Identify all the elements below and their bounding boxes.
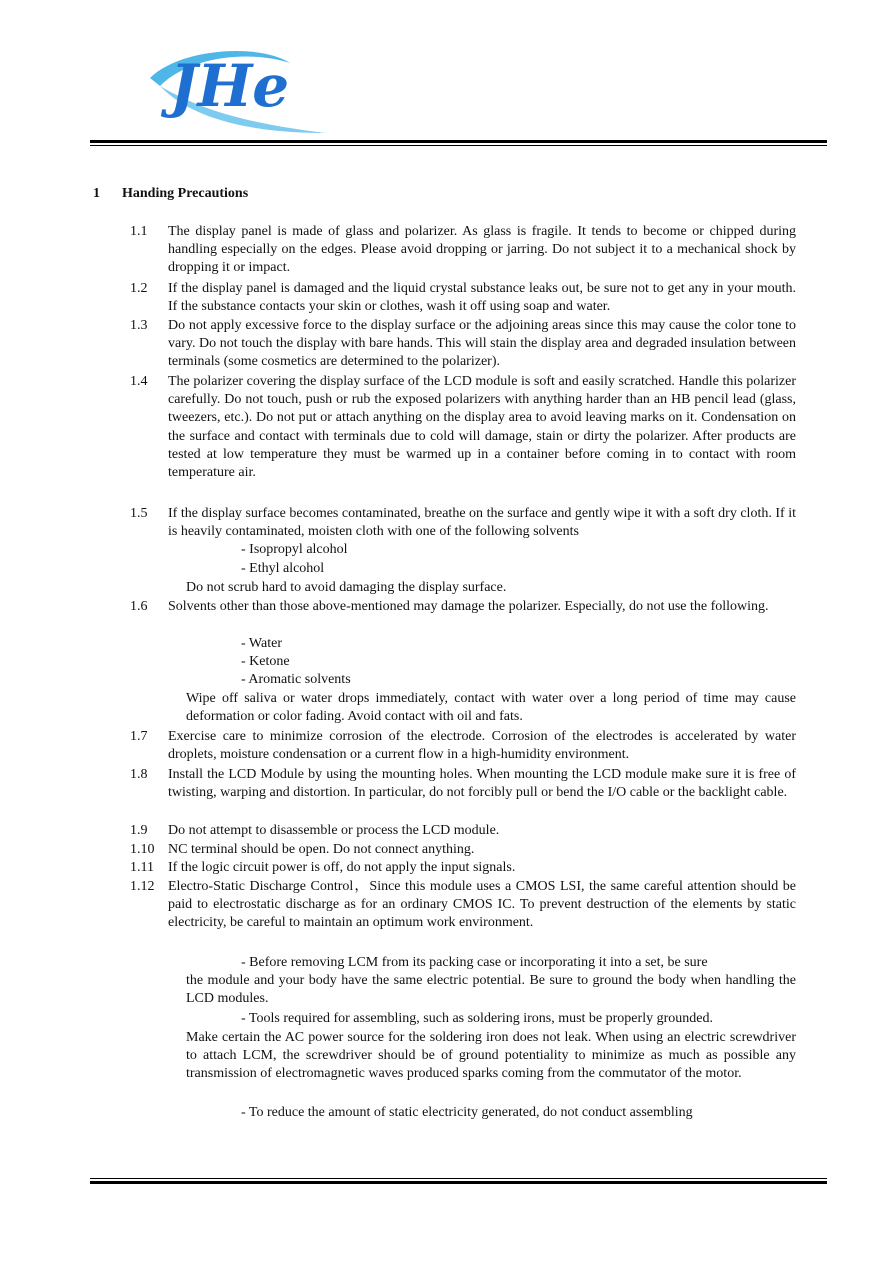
item-text: The polarizer covering the display surface of the LCD module is soft and easily scratched. Handle this polarizer carefully. Do not touch, push or rub the exposed polarizers with anything harder than an HB pencil lead (glass, tweezers, etc.). Do not put or attach anything on the display area to avoid leaving marks on it. Condensation on the surface and contact with terminals due to cold will damage, stain or dirty the polarizer. After products are tested at low temperature they must be warmed up in a container before coming in to contact with room temperature air.	[168, 374, 796, 481]
footer-rule	[90, 1181, 827, 1184]
item-number: 1.4	[130, 374, 148, 389]
item-number: 1.5	[130, 506, 148, 521]
item-note: Wipe off saliva or water drops immediately, contact with water over a long period of time may cause deformation or color fading. Avoid contact with oil and fats.	[186, 691, 796, 725]
company-logo	[140, 38, 330, 138]
esd-lead: - Before removing LCM from its packing case or incorporating it into a set, be sure	[241, 955, 708, 970]
item-number: 1.8	[130, 767, 148, 782]
item-number: 1.7	[130, 729, 148, 744]
item-number: 1.11	[130, 860, 154, 875]
item-text: Electro-Static Discharge Control，Since this module uses a CMOS LSI, the same careful attention should be paid to electrostatic discharge as for an ordinary CMOS IC. To prevent destruction of the elements by static electricity, be careful to maintain an optimum work environment.	[168, 879, 796, 931]
item-number: 1.6	[130, 599, 148, 614]
item-text: Do not apply excessive force to the display surface or the adjoining areas since this may cause the color tone to vary. Do not touch the display with bare hands. This will stain the display area and degraded insulation between terminals (some cosmetics are determined to the polarizer).	[168, 318, 796, 370]
solvent-entry: - Ethyl alcohol	[241, 561, 325, 576]
solvent-entry: - Aromatic solvents	[241, 672, 351, 687]
solvent-entry: - Ketone	[241, 654, 290, 669]
item-text: If the display surface becomes contaminated, breathe on the surface and gently wipe it with a soft dry cloth. If it is heavily contaminated, moisten cloth with one of the following solvents	[168, 506, 796, 540]
item-number: 1.3	[130, 318, 148, 333]
item-number: 1.12	[130, 879, 155, 894]
footer-rule-thin	[90, 1178, 827, 1179]
header-rule	[90, 140, 827, 143]
item-note: Do not scrub hard to avoid damaging the display surface.	[186, 580, 507, 595]
item-text: Solvents other than those above-mentioned may damage the polarizer. Especially, do not use the following.	[168, 599, 769, 614]
solvent-entry: - Isopropyl alcohol	[241, 542, 348, 557]
esd-lead: - Tools required for assembling, such as soldering irons, must be properly grounded.	[241, 1011, 713, 1026]
item-text: If the display panel is damaged and the liquid crystal substance leaks out, be sure not to get any in your mouth. If the substance contacts your skin or clothes, wash it off using soap and water.	[168, 281, 796, 315]
item-number: 1.9	[130, 823, 148, 838]
item-text: If the logic circuit power is off, do not apply the input signals.	[168, 860, 516, 875]
item-number: 1.10	[130, 842, 155, 857]
section-number: 1	[93, 186, 100, 201]
item-text: The display panel is made of glass and polarizer. As glass is fragile. It tends to become or chipped during handling especially on the edges. Please avoid dropping or jarring. Do not subject it to a mechanical shock by dropping it or impact.	[168, 224, 796, 276]
esd-lead: - To reduce the amount of static electricity generated, do not conduct assembling	[241, 1105, 693, 1120]
esd-text: the module and your body have the same electric potential. Be sure to ground the body when handling the LCD modules.	[186, 973, 796, 1007]
esd-text: Make certain the AC power source for the soldering iron does not leak. When using an electric screwdriver to attach LCM, the screwdriver should be of ground potentiality to minimize as much as possible any transmission of electromagnetic waves produced sparks coming from the commutator of the motor.	[186, 1030, 796, 1082]
solvent-entry: - Water	[241, 636, 282, 651]
item-text: NC terminal should be open. Do not connect anything.	[168, 842, 475, 857]
header-rule-thin	[90, 145, 827, 146]
item-text: Do not attempt to disassemble or process the LCD module.	[168, 823, 500, 838]
item-text: Install the LCD Module by using the mounting holes. When mounting the LCD module make sure it is free of twisting, warping and distortion. In particular, do not forcibly pull or bend the I/O cable or the backlight cable.	[168, 767, 796, 801]
section-title: Handing Precautions	[122, 186, 249, 201]
logo-text: JHe	[170, 52, 290, 120]
section-heading	[93, 186, 248, 202]
item-text: Exercise care to minimize corrosion of the electrode. Corrosion of the electrodes is accelerated by water droplets, moisture condensation or a current flow in a high-humidity environment.	[168, 729, 796, 763]
item-number: 1.1	[130, 224, 148, 239]
item-number: 1.2	[130, 281, 148, 296]
